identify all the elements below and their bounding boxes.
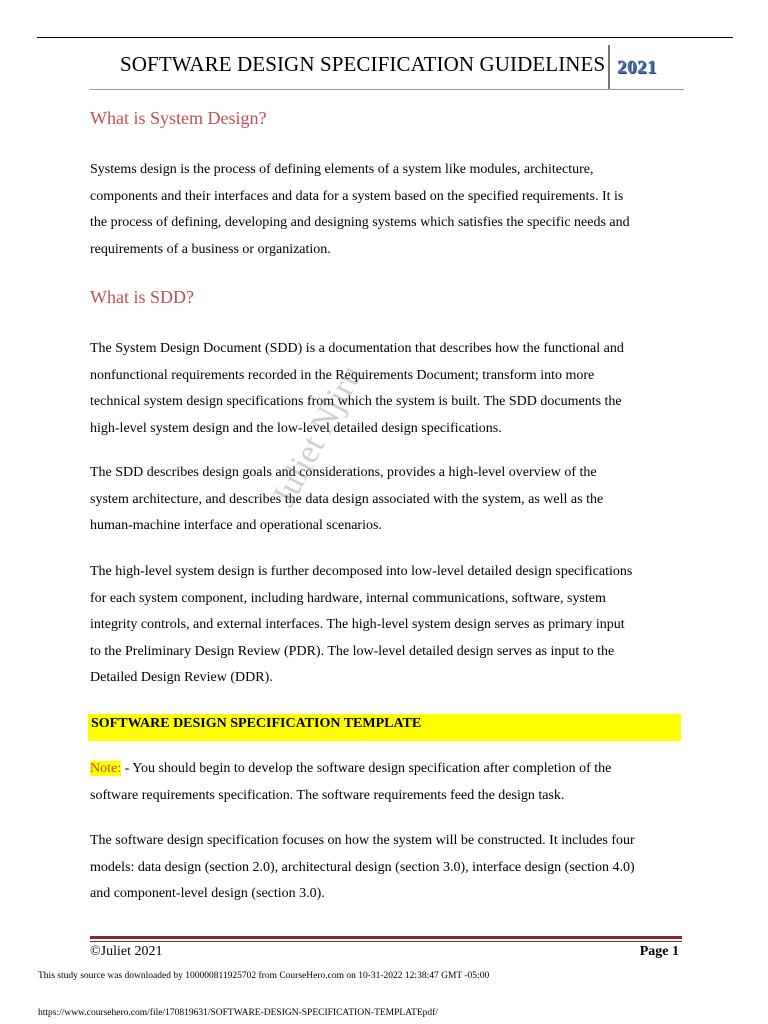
text-line: for each system component, including hardware, internal communications, software, system bbox=[90, 590, 606, 606]
text-line: technical system design specifications from which the system is built. The SDD documents the bbox=[90, 394, 622, 410]
text-line: software requirements specification. The software requirements feed the design task. bbox=[90, 787, 565, 803]
text-line: system architecture, and describes the data design associated with the system, as well as the bbox=[90, 491, 604, 507]
text-line: The System Design Document (SDD) is a documentation that describes how the functional and bbox=[90, 341, 624, 356]
paragraph-design-models bbox=[90, 828, 690, 908]
header-separator bbox=[608, 45, 610, 89]
footer-rule-thin bbox=[90, 941, 682, 942]
text-line: to the Preliminary Design Review (PDR). The low-level detailed design serves as input to the bbox=[90, 643, 615, 659]
text-line: the process of defining, developing and designing systems which satisfies the specific needs and bbox=[90, 215, 630, 231]
page-number: Page 1 bbox=[639, 944, 679, 959]
top-rule bbox=[37, 37, 733, 38]
text-line: human-machine interface and operational scenarios. bbox=[90, 518, 382, 534]
document-header-title: SOFTWARE DESIGN SPECIFICATION GUIDELINES bbox=[120, 52, 606, 76]
template-heading: SOFTWARE DESIGN SPECIFICATION TEMPLATE bbox=[91, 716, 422, 731]
text-line: and component-level design (section 3.0). bbox=[90, 886, 325, 902]
text-line: integrity controls, and external interfaces. The high-level system design serves as primary input bbox=[90, 617, 625, 633]
text-line: models: data design (section 2.0), architectural design (section 3.0), interface design (section 4.0) bbox=[90, 859, 635, 875]
download-source-note: This study source was downloaded by 100000811925702 from CourseHero.com on 10-31-2022 12:38:47 GMT -05:00 bbox=[38, 971, 490, 981]
footer-rule bbox=[90, 936, 682, 939]
note-label: Note: bbox=[90, 761, 122, 776]
text-line: Systems design is the process of defining elements of a system like modules, architecture, bbox=[90, 162, 594, 177]
paragraph-sdd-goals bbox=[90, 460, 690, 540]
text-line: The SDD describes design goals and considerations, provides a high-level overview of the bbox=[90, 465, 597, 480]
text-line: Detailed Design Review (DDR). bbox=[90, 670, 273, 686]
source-url[interactable]: https://www.coursehero.com/file/170819631/SOFTWARE-DESIGN-SPECIFICATION-TEMPLATEpdf/ bbox=[38, 1008, 438, 1018]
paragraph-high-level-design bbox=[90, 559, 690, 692]
text-line: components and their interfaces and data for a system based on the specified requirements. It is bbox=[90, 188, 624, 204]
paragraph-system-design bbox=[90, 157, 690, 263]
heading-what-is-sdd: What is SDD? bbox=[90, 287, 194, 307]
paragraph-note bbox=[90, 756, 690, 809]
text-line: high-level system design and the low-level detailed design specifications. bbox=[90, 420, 502, 436]
footer-copyright: ©Juliet 2021 bbox=[90, 944, 163, 959]
text-line bbox=[90, 756, 690, 783]
heading-what-is-system-design: What is System Design? bbox=[90, 108, 267, 128]
note-text: - You should begin to develop the software design specification after completion of the bbox=[121, 761, 612, 776]
header-rule bbox=[90, 89, 684, 90]
text-line: The software design specification focuses on how the system will be constructed. It includes four bbox=[90, 833, 635, 848]
paragraph-sdd-definition bbox=[90, 336, 690, 442]
header-year: 2021 bbox=[617, 57, 657, 78]
text-line: nonfunctional requirements recorded in the Requirements Document; transform into more bbox=[90, 367, 595, 383]
text-line: The high-level system design is further decomposed into low-level detailed design specifications bbox=[90, 564, 633, 579]
text-line: requirements of a business or organization. bbox=[90, 241, 331, 257]
watermark: Juliet Njiru bbox=[265, 359, 370, 513]
